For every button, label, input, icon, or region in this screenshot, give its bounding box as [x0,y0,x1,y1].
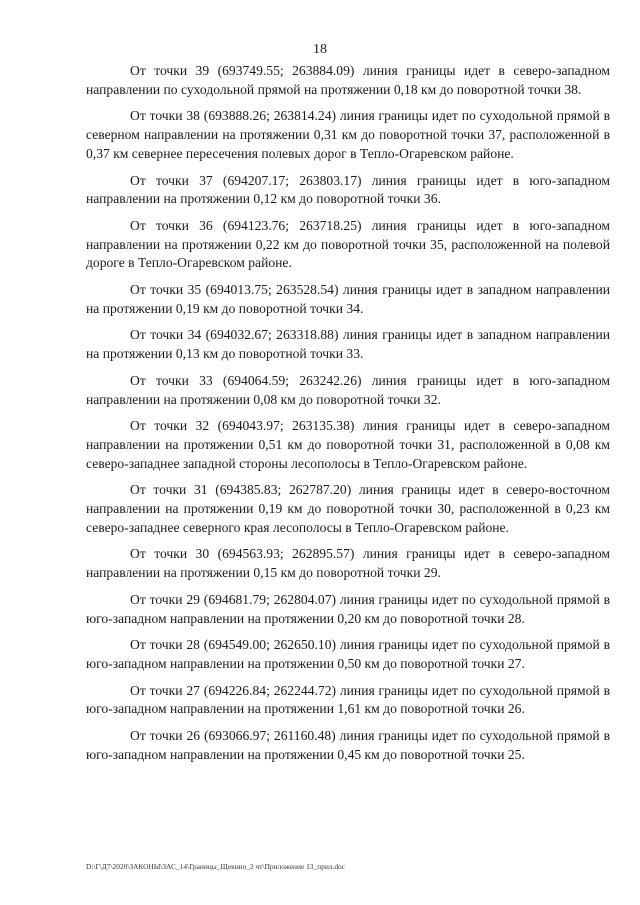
boundary-paragraph: От точки 28 (694549.00; 262650.10) линия границы идет по суходольной прямой в юго-западном направлении на протяжении 0,50 км до поворотной точки 27. [86,637,610,671]
boundary-paragraph: От точки 38 (693888.26; 263814.24) линия границы идет по суходольной прямой в северном направлении на протяжении 0,31 км до поворотной точки 37, расположенной в 0,37 км севернее пересечения полевых дорог в Тепло-Огаревском районе. [86,108,610,161]
boundary-paragraph: От точки 36 (694123.76; 263718.25) линия границы идет в юго-западном направлении на протяжении 0,22 км до поворотной точки 35, расположенной на полевой дороге в Тепло-Огаревском районе. [86,217,610,271]
boundary-paragraph: От точки 35 (694013.75; 263528.54) линия границы идет в западном направлении на протяжении 0,19 км до поворотной точки 34. [86,282,610,316]
boundary-paragraph: От точки 39 (693749.55; 263884.09) линия границы идет в северо-западном направлении по суходольной прямой на протяжении 0,18 км до поворотной точки 38. [86,63,610,97]
boundary-paragraph: От точки 33 (694064.59; 263242.26) линия границы идет в юго-западном направлении на протяжении 0,08 км до поворотной точки 32. [86,372,610,407]
boundary-paragraph: От точки 31 (694385.83; 262787.20) линия границы идет в северо-восточном направлении на протяжении 0,19 км до поворотной точки 30, расположенной в 0,23 км северо-западнее северного края лесополосы в Тепло-Огаревском районе. [86,482,610,535]
boundary-paragraph: От точки 27 (694226.84; 262244.72) линия границы идет по суходольной прямой в юго-западном направлении на протяжении 1,61 км до поворотной точки 26. [86,682,610,717]
boundary-paragraph: От точки 32 (694043.97; 263135.38) линия границы идет в северо-западном направлении на протяжении 0,51 км до поворотной точки 31, расположенной в 0,08 км северо-западнее западной стороны лесополосы в Тепло-Огаревском районе. [86,418,610,471]
footer-file-path: D:\Г\Д7\2020\ЗАКОНЫ\ЗАС_14\Границы_Щекино_2 чт\Приложение 13_прил.doc [86,862,345,871]
boundary-paragraph: От точки 37 (694207.17; 263803.17) линия границы идет в юго-западном направлении на протяжении 0,12 км до поворотной точки 36. [86,172,610,207]
document-body [86,62,610,773]
boundary-paragraph: От точки 34 (694032.67; 263318.88) линия границы идет в западном направлении на протяжении 0,13 км до поворотной точки 33. [86,327,610,362]
boundary-paragraph: От точки 26 (693066.97; 261160.48) линия границы идет по суходольной прямой в юго-западном направлении на протяжении 0,45 км до поворотной точки 25. [86,728,610,762]
boundary-paragraph: От точки 29 (694681.79; 262804.07) линия границы идет по суходольной прямой в юго-западном направлении на протяжении 0,20 км до поворотной точки 28. [86,591,610,626]
page-number: 18 [313,42,327,57]
boundary-paragraph: От точки 30 (694563.93; 262895.57) линия границы идет в северо-западном направлении на протяжении 0,15 км до поворотной точки 29. [86,546,610,581]
